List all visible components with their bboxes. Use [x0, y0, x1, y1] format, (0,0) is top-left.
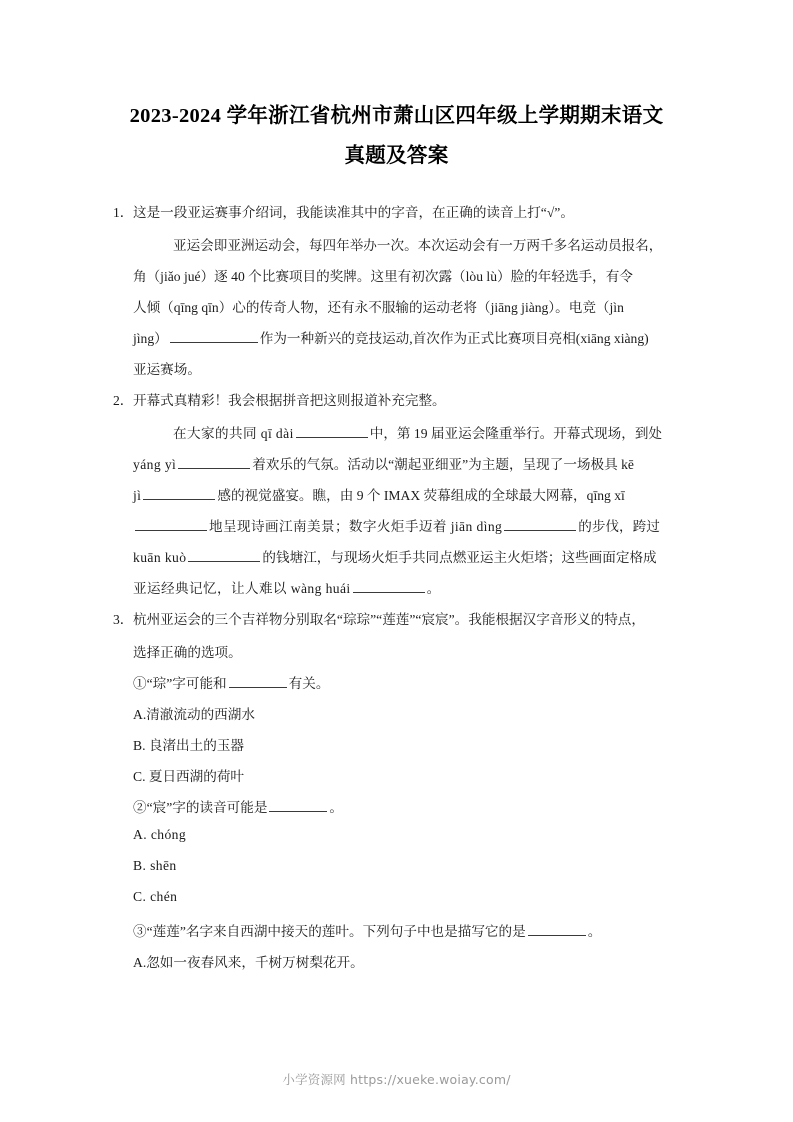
question-3-stem-row-1 [113, 608, 683, 641]
page-title [113, 96, 680, 176]
passage-line-3 [133, 484, 625, 504]
page-title-line-1: 2023-2024 学年浙江省杭州市萧山区四年级上学期期末语文 [129, 105, 664, 127]
question-2-passage-line-6 [113, 577, 683, 608]
fill-blank[interactable] [269, 798, 327, 812]
question-3-stem-row-2 [113, 641, 683, 672]
question-2-passage-line-3 [113, 484, 683, 515]
passage-text: jìng） [133, 331, 168, 346]
passage-text: kuān kuò [133, 550, 187, 565]
passage-text: 中，第 19 届亚运会隆重举行。开幕式现场，到处 [369, 426, 663, 441]
fill-blank[interactable] [178, 455, 250, 469]
subquestion-suffix: 。 [587, 924, 602, 939]
question-1-number: 1． [113, 205, 134, 220]
subquestion-1-line [133, 672, 329, 692]
option-label: C. chén [133, 889, 178, 904]
subquestion-3-prompt [113, 920, 683, 951]
question-3-stem-line-1: 杭州亚运会的三个吉祥物分别取名“琮琮”“莲莲”“宸宸”。我能根据汉字音形义的特点， [133, 612, 645, 627]
passage-text: 亚运经典记忆，让人难以 wàng huái [133, 581, 351, 596]
passage-text: yáng yì [133, 457, 177, 472]
fill-blank[interactable] [188, 548, 260, 562]
fill-blank[interactable] [135, 517, 207, 531]
passage-line-1 [173, 422, 662, 442]
page-title-line-2: 真题及答案 [344, 145, 449, 167]
fill-blank[interactable] [528, 922, 586, 936]
passage-text: 的步伐，跨过 [578, 519, 660, 534]
subquestion-2-option-a[interactable] [113, 827, 683, 858]
passage-text: 人倾（qīng qīn）心的传奇人物，还有永不服输的运动老将（jiāng jiàng）。电竞（jìn [133, 300, 624, 315]
passage-text: 亚运赛场。 [133, 362, 201, 377]
subquestion-2-prompt [113, 796, 683, 827]
option-label: A.忽如一夜春风来，千树万树梨花开。 [133, 955, 364, 970]
subquestion-2-option-c[interactable] [113, 889, 683, 920]
option-label: B. 良渚出土的玉器 [133, 738, 245, 753]
subquestion-1-option-c[interactable] [113, 765, 683, 796]
footer-watermark: 小学资源网 https://xueke.woiay.com/ [282, 1072, 511, 1087]
question-2-passage-line-2 [113, 453, 683, 484]
subquestion-3-line [133, 920, 601, 940]
fill-blank[interactable] [504, 517, 576, 531]
passage-text: 感的视觉盛宴。瞧，由 9 个 IMAX 荧幕组成的全球最大网幕，qīng xī [217, 488, 625, 503]
subquestion-label: ②“宸”字的读音可能是 [133, 800, 268, 815]
subquestion-3-option-a[interactable] [113, 951, 683, 982]
subquestion-2-line [133, 796, 343, 816]
fill-blank[interactable] [353, 579, 425, 593]
question-2-stem-row [113, 389, 683, 422]
passage-text: 亚运会即亚洲运动会，每四年举办一次。本次运动会有一万两千多名运动员报名， [173, 238, 663, 253]
subquestion-2-option-b[interactable] [113, 858, 683, 889]
option-label: B. shēn [133, 858, 177, 873]
question-2-number: 2． [113, 393, 134, 408]
subquestion-suffix: 。 [329, 800, 344, 815]
subquestion-label: ③“莲莲”名字来自西湖中接天的莲叶。下列句子中也是描写它的是 [133, 924, 526, 939]
passage-text: 地呈现诗画江南美景；数字火炬手迈着 jiān dìng [209, 519, 503, 534]
fill-blank[interactable] [170, 329, 258, 343]
question-1-passage-line-3 [113, 296, 683, 327]
passage-text: 着欢乐的气氛。活动以“潮起亚细亚”为主题，呈现了一场极具 kē [252, 457, 634, 472]
question-3-stem-line-2: 选择正确的选项。 [133, 645, 242, 660]
question-2-stem: 开幕式真精彩！我会根据拼音把这则报道补充完整。 [133, 393, 446, 408]
question-2-passage-line-1 [113, 422, 683, 453]
question-2-passage-line-5 [113, 546, 683, 577]
passage-text: 作为一种新兴的竞技运动,首次作为正式比赛项目亮相(xiāng xiàng) [259, 331, 649, 346]
passage-line-4 [133, 515, 660, 535]
option-label: C. 夏日西湖的荷叶 [133, 769, 245, 784]
passage-text: jì [133, 488, 142, 503]
subquestion-1-option-a[interactable] [113, 703, 683, 734]
question-1-passage-line-4 [113, 327, 683, 358]
question-1-passage-line-2 [113, 265, 683, 296]
subquestion-label: ①“琮”字可能和 [133, 676, 227, 691]
question-1-passage-line-1 [113, 234, 683, 265]
question-2-passage-line-4 [113, 515, 683, 546]
passage-line-4 [133, 327, 649, 347]
question-1-stem: 这是一段亚运赛事介绍词，我能读准其中的字音，在正确的读音上打“√”。 [133, 205, 574, 220]
passage-line-2 [133, 453, 634, 473]
document-body [113, 201, 683, 982]
passage-text: 角（jiǎo jué）逐 40 个比赛项目的奖牌。这里有初次露（lòu lù）脸的年轻选手，有令 [133, 269, 633, 284]
question-3-number: 3． [113, 612, 134, 627]
passage-line-5 [133, 546, 657, 566]
passage-text: 。 [426, 581, 441, 596]
passage-text: 在大家的共同 qī dài [173, 426, 294, 441]
passage-text: 的钱塘江，与现场火炬手共同点燃亚运主火炬塔；这些画面定格成 [262, 550, 657, 565]
question-1-passage-line-5 [113, 358, 683, 389]
passage-line-6 [133, 577, 440, 597]
question-1-stem-row [113, 201, 683, 234]
subquestion-suffix: 有关。 [288, 676, 330, 691]
subquestion-1-prompt [113, 672, 683, 703]
option-label: A. chóng [133, 827, 187, 842]
option-label: A.清澈流动的西湖水 [133, 707, 255, 722]
subquestion-1-option-b[interactable] [113, 734, 683, 765]
fill-blank[interactable] [296, 424, 368, 438]
fill-blank[interactable] [229, 674, 287, 688]
fill-blank[interactable] [143, 486, 215, 500]
